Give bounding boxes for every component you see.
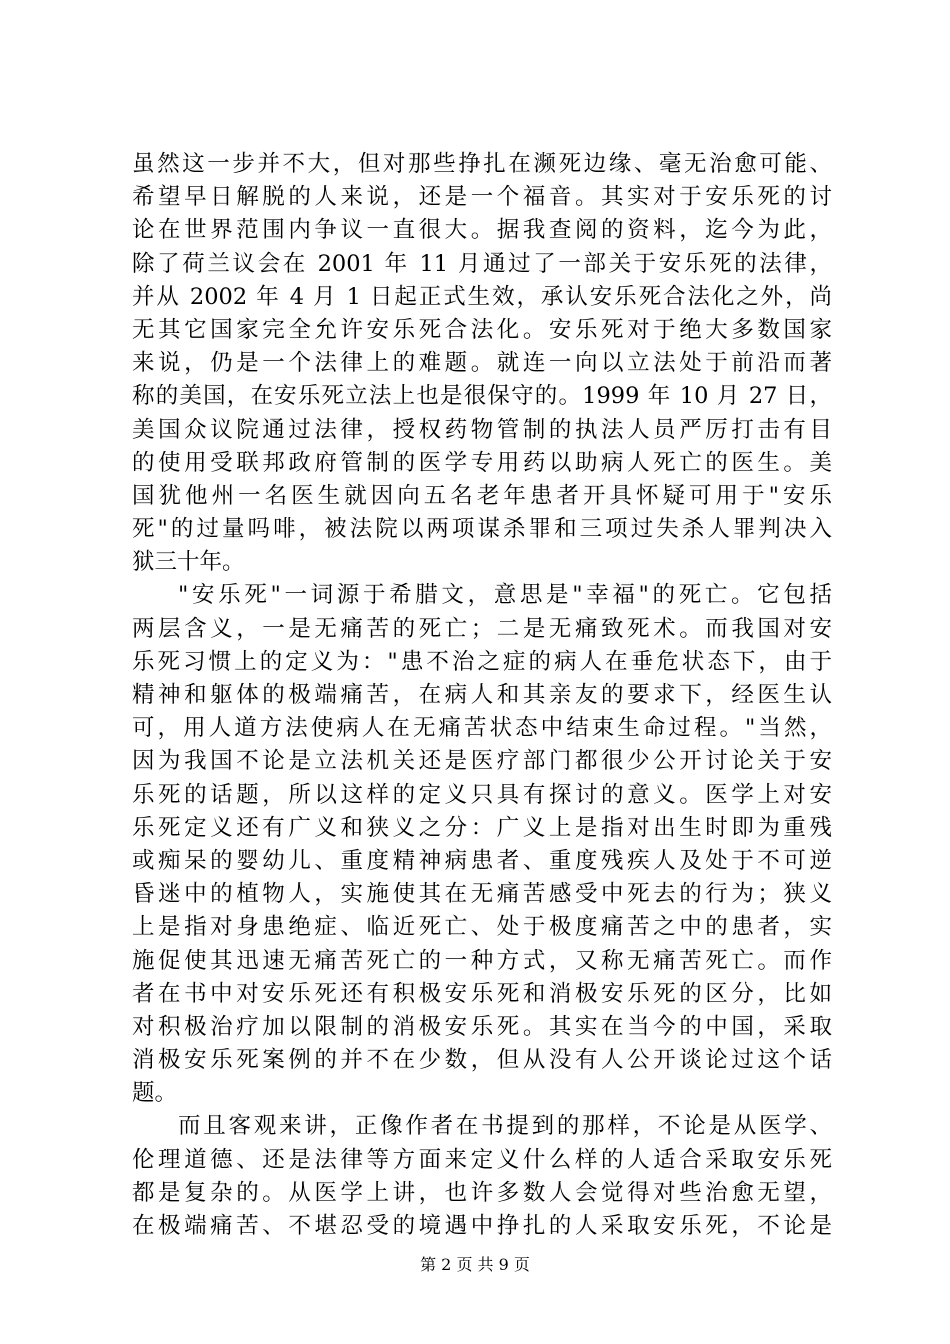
text-line: 虽然这一步并不大，但对那些挣扎在濒死边缘、毫无治愈可能、 bbox=[132, 151, 832, 177]
text-line: 题。 bbox=[132, 1080, 178, 1107]
text-line: 美国众议院通过法律，授权药物管制的执法人员严厉打击有目 bbox=[132, 416, 832, 443]
text-line: 除了荷兰议会在 2001 年 11 月通过了一部关于安乐死的法律， bbox=[132, 250, 832, 277]
text-line: 的使用受联邦政府管制的医学专用药以助病人死亡的医生。美 bbox=[132, 449, 832, 476]
text-line: 昏迷中的植物人，实施使其在无痛苦感受中死去的行为；狭义 bbox=[132, 881, 832, 908]
text-line: 因为我国不论是立法机关还是医疗部门都很少公开讨论关于安 bbox=[132, 748, 832, 775]
text-line: 狱三十年。 bbox=[132, 549, 245, 576]
text-line: 死"的过量吗啡，被法院以两项谋杀罪和三项过失杀人罪判决入 bbox=[132, 516, 832, 543]
text-line: 论在世界范围内争议一直很大。据我查阅的资料，迄今为此， bbox=[132, 217, 832, 244]
text-line: 乐死定义还有广义和狭义之分：广义上是指对出生时即为重残 bbox=[132, 814, 832, 841]
text-line: 对积极治疗加以限制的消极安乐死。其实在当今的中国，采取 bbox=[132, 1013, 832, 1040]
text-line: 在极端痛苦、不堪忍受的境遇中挣扎的人采取安乐死，不论是 bbox=[132, 1213, 832, 1239]
text-line: 乐死的话题，所以这样的定义只具有探讨的意义。医学上对安 bbox=[132, 781, 832, 808]
text-line: 希望早日解脱的人来说，还是一个福音。其实对于安乐死的讨 bbox=[132, 184, 832, 211]
text-line: 并从 2002 年 4 月 1 日起正式生效，承认安乐死合法化之外，尚 bbox=[132, 283, 832, 310]
page-footer: 第 2 页 共 9 页 bbox=[420, 1255, 530, 1274]
text-line: 乐死习惯上的定义为："患不治之症的病人在垂危状态下，由于 bbox=[132, 648, 832, 675]
text-line: 上是指对身患绝症、临近死亡、处于极度痛苦之中的患者，实 bbox=[132, 914, 832, 941]
text-line: 称的美国，在安乐死立法上也是很保守的。1999 年 10 月 27 日， bbox=[132, 383, 832, 410]
text-line: 两层含义，一是无痛苦的死亡；二是无痛致死术。而我国对安 bbox=[132, 615, 832, 642]
body-text bbox=[132, 148, 832, 1243]
text-line: 施促使其迅速无痛苦死亡的一种方式，又称无痛苦死亡。而作 bbox=[132, 947, 832, 974]
text-line: 或痴呆的婴幼儿、重度精神病患者、重度残疾人及处于不可逆 bbox=[132, 847, 832, 874]
text-line: 而且客观来讲，正像作者在书提到的那样，不论是从医学、 bbox=[178, 1113, 832, 1140]
text-line: 消极安乐死案例的并不在少数，但从没有人公开谈论过这个话 bbox=[132, 1047, 832, 1074]
text-line: 可，用人道方法使病人在无痛苦状态中结束生命过程。"当然， bbox=[132, 715, 832, 742]
text-line: 精神和躯体的极端痛苦，在病人和其亲友的要求下，经医生认 bbox=[132, 682, 832, 708]
text-line: 国犹他州一名医生就因向五名老年患者开具怀疑可用于"安乐 bbox=[132, 482, 832, 509]
text-line: "安乐死"一词源于希腊文，意思是"幸福"的死亡。它包括 bbox=[178, 582, 832, 609]
text-line: 都是复杂的。从医学上讲，也许多数人会觉得对些治愈无望， bbox=[132, 1179, 832, 1206]
text-line: 无其它国家完全允许安乐死合法化。安乐死对于绝大多数国家 bbox=[132, 316, 832, 343]
text-line: 者在书中对安乐死还有积极安乐死和消极安乐死的区分，比如 bbox=[132, 980, 832, 1007]
text-line: 伦理道德、还是法律等方面来定义什么样的人适合采取安乐死 bbox=[132, 1146, 832, 1173]
text-line: 来说，仍是一个法律上的难题。就连一向以立法处于前沿而著 bbox=[132, 350, 832, 377]
